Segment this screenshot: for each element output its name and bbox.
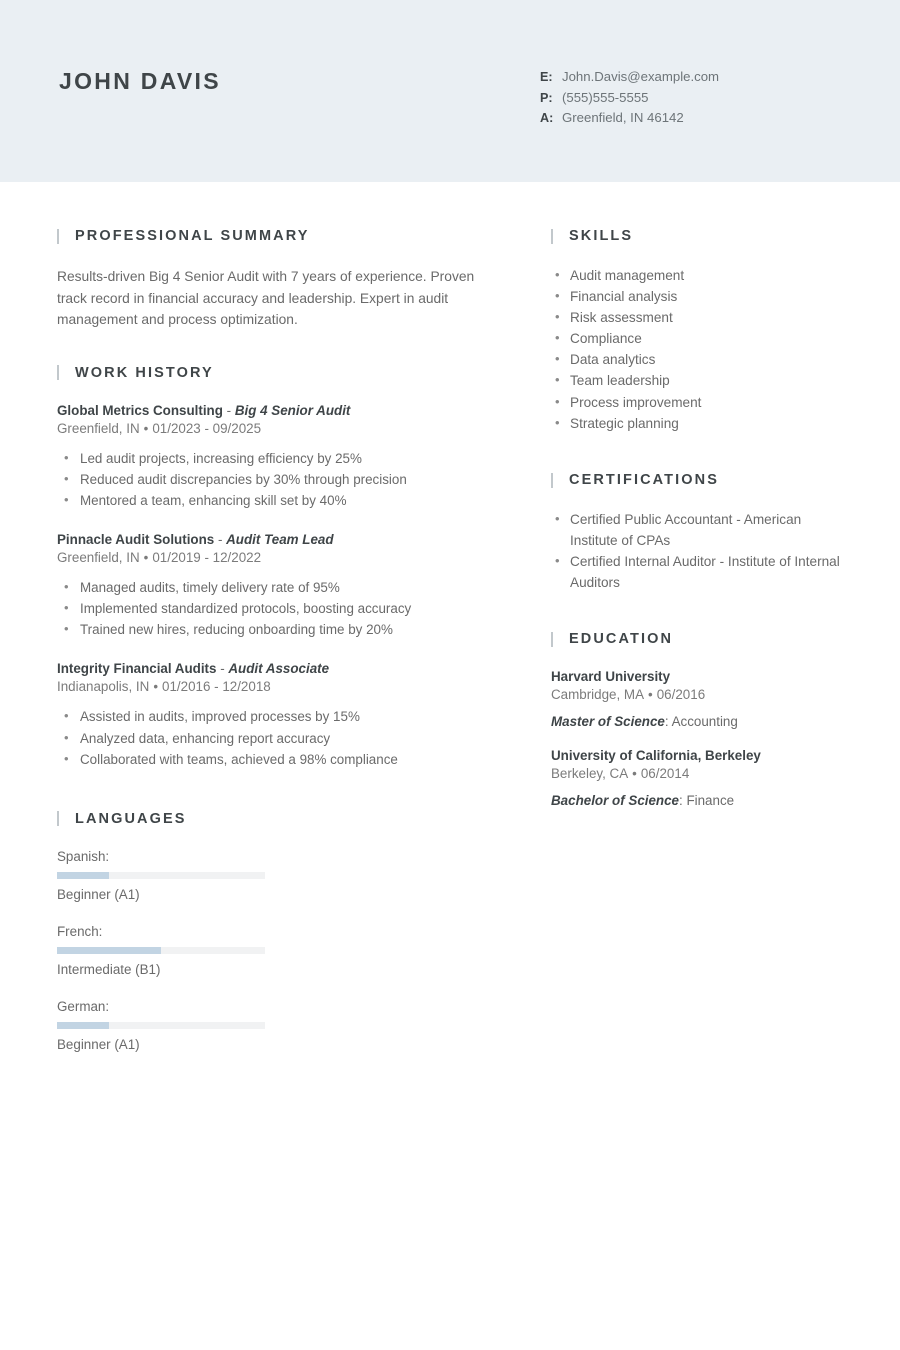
work-entry [57, 403, 489, 512]
work-role: Audit Team Lead [226, 531, 334, 547]
work-separator: - [216, 661, 229, 677]
education-date: 06/2014 [640, 766, 690, 782]
bullet-separator-icon: • [153, 679, 159, 695]
education-school: University of California, Berkeley [551, 748, 761, 764]
list-item: • Compliance [551, 329, 851, 350]
education-degree: Master of Science [551, 714, 665, 730]
section-languages [57, 811, 489, 1074]
work-location: Indianapolis, IN [57, 679, 150, 695]
work-dates: 01/2016 - 12/2018 [162, 679, 271, 695]
list-item: • Financial analysis [551, 287, 851, 308]
section-work-history [57, 365, 489, 771]
language-item-spanish [57, 849, 265, 902]
language-proficiency-fill [57, 947, 161, 954]
work-bullets [57, 578, 489, 641]
list-item: • Collaborated with teams, achieved a 98% compliance [57, 750, 489, 771]
address-label-icon: A: [540, 111, 554, 125]
education-field: : Accounting [664, 714, 738, 730]
contact-row-phone [540, 90, 719, 105]
education-meta [551, 766, 851, 781]
phone-label-icon: P: [540, 90, 553, 105]
accent-bar-icon [57, 365, 59, 380]
bullet-separator-icon: • [648, 687, 653, 703]
education-entry [551, 748, 851, 808]
language-item-french [57, 924, 265, 977]
section-heading [551, 228, 851, 244]
section-professional-summary [57, 228, 489, 331]
work-company: Pinnacle Audit Solutions [57, 531, 215, 547]
section-heading [551, 472, 851, 488]
language-proficiency-fill [57, 1022, 109, 1029]
contact-info [540, 69, 719, 131]
list-item: • Led audit projects, increasing efficiency by 25% [57, 449, 489, 470]
work-location: Greenfield, IN [57, 420, 140, 436]
work-separator: - [214, 531, 227, 547]
education-meta [551, 687, 851, 702]
education-location: Berkeley, CA [551, 766, 629, 782]
section-heading [57, 228, 489, 244]
email-value[interactable]: John.Davis@example.com [562, 69, 720, 84]
list-item: • Process improvement [551, 393, 851, 414]
section-title-certifications: CERTIFICATIONS [569, 472, 719, 489]
education-entry [551, 669, 851, 729]
skills-list [551, 266, 851, 434]
work-location: Greenfield, IN [57, 549, 140, 565]
language-proficiency-track [57, 872, 265, 879]
language-name: French: [57, 923, 103, 939]
certifications-list [551, 510, 851, 593]
section-heading [551, 631, 851, 647]
work-entry-title [57, 403, 489, 418]
section-title-skills: SKILLS [569, 228, 634, 244]
phone-value[interactable]: (555)555-5555 [562, 89, 649, 105]
work-role: Big 4 Senior Audit [234, 402, 351, 418]
list-item: • Certified Public Accountant - American Institute of CPAs [551, 510, 851, 551]
education-degree: Bachelor of Science [551, 793, 680, 809]
section-skills [551, 228, 851, 434]
work-company: Global Metrics Consulting [57, 402, 223, 418]
section-heading [57, 811, 489, 827]
section-education [551, 631, 851, 808]
work-bullets [57, 707, 489, 770]
education-degree-line [551, 793, 851, 808]
section-title-languages: LANGUAGES [75, 810, 187, 827]
work-entry [57, 532, 489, 641]
work-company: Integrity Financial Audits [57, 661, 217, 677]
education-degree-line [551, 714, 851, 729]
candidate-name: JOHN DAVIS [59, 68, 221, 94]
list-item: • Certified Internal Auditor - Institute of Internal Auditors [551, 552, 851, 593]
section-title-work-history: WORK HISTORY [75, 364, 214, 381]
list-item: • Risk assessment [551, 308, 851, 329]
section-title-education: EDUCATION [569, 631, 674, 648]
list-item: • Implemented standardized protocols, boosting accuracy [57, 599, 489, 620]
section-heading [57, 365, 489, 381]
list-item: • Analyzed data, enhancing report accuracy [57, 729, 489, 750]
list-item: • Reduced audit discrepancies by 30% through precision [57, 470, 489, 491]
resume-header [0, 0, 900, 182]
list-item: • Audit management [551, 266, 851, 287]
list-item: • Strategic planning [551, 414, 851, 435]
list-item: • Assisted in audits, improved processes by 15% [57, 707, 489, 728]
list-item: • Trained new hires, reducing onboarding time by 20% [57, 620, 489, 641]
accent-bar-icon [551, 229, 553, 244]
work-dates: 01/2023 - 09/2025 [152, 420, 262, 436]
languages-grid [57, 849, 497, 1074]
summary-text: Results-driven Big 4 Senior Audit with 7 years of experience. Proven track record in financial accuracy and leadership. Expert in audit management and process optimization. [57, 269, 475, 327]
accent-bar-icon [551, 473, 553, 488]
list-item: • Team leadership [551, 371, 851, 392]
language-level: Intermediate (B1) [57, 961, 161, 977]
section-certifications [551, 472, 851, 593]
work-dates: 01/2019 - 12/2022 [152, 549, 262, 565]
education-school: Harvard University [551, 669, 671, 685]
work-meta [57, 679, 489, 694]
language-proficiency-track [57, 947, 265, 954]
address-value: Greenfield, IN 46142 [562, 110, 684, 125]
language-item-german [57, 999, 265, 1052]
work-bullets [57, 449, 489, 512]
list-item: • Managed audits, timely delivery rate of 95% [57, 578, 489, 599]
work-meta [57, 550, 489, 565]
language-proficiency-fill [57, 872, 109, 879]
left-column [57, 228, 489, 1108]
accent-bar-icon [551, 632, 553, 647]
bullet-separator-icon: • [632, 766, 637, 782]
right-column [551, 228, 851, 842]
language-level: Beginner (A1) [57, 886, 140, 902]
work-separator: - [222, 402, 235, 418]
contact-row-address [540, 110, 719, 125]
work-entry [57, 661, 489, 770]
list-item: • Data analytics [551, 350, 851, 371]
language-proficiency-track [57, 1022, 265, 1029]
work-entry-title [57, 532, 489, 547]
section-title-summary: PROFESSIONAL SUMMARY [75, 228, 310, 244]
bullet-separator-icon: • [143, 420, 149, 436]
accent-bar-icon [57, 811, 59, 826]
accent-bar-icon [57, 229, 59, 244]
list-item: • Mentored a team, enhancing skill set by 40% [57, 491, 489, 512]
bullet-separator-icon: • [143, 549, 149, 565]
education-date: 06/2016 [656, 687, 706, 703]
contact-row-email [540, 69, 719, 84]
work-meta [57, 421, 489, 436]
language-name: Spanish: [57, 848, 110, 864]
education-location: Cambridge, MA [551, 687, 645, 703]
work-role: Audit Associate [228, 661, 330, 677]
email-label-icon: E: [540, 70, 553, 84]
language-name: German: [57, 998, 110, 1014]
work-entry-title [57, 661, 489, 676]
education-field: : Finance [679, 793, 735, 809]
language-level: Beginner (A1) [57, 1036, 140, 1052]
